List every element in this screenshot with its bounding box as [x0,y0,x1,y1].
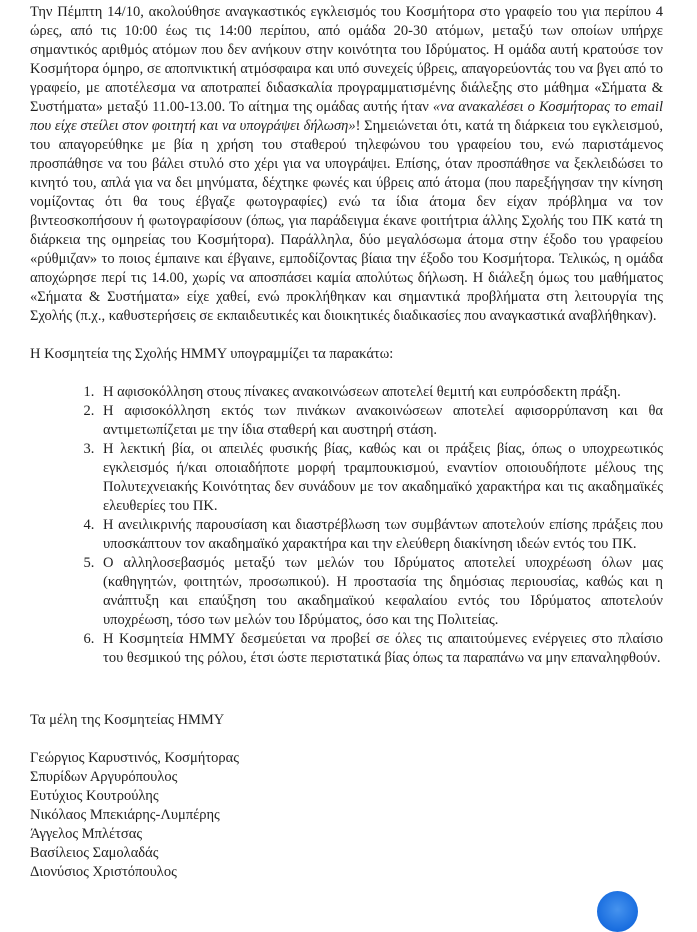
chat-button[interactable] [597,891,638,932]
member-name-7: Διονύσιος Χριστόπουλος [30,864,177,880]
statement-list [30,383,663,668]
statement-item-5: 5. Ο αλληλοσεβασμός μεταξύ των μελών του Ιδρύματος αποτελεί υποχρέωση όλων μας (καθηγητών, φοιτητών, προσωπικού). Η προστασία της δημόσιας περιουσίας, καθώς και η ανάπτυξη και επαύξηση του ακαδημαϊκού κεφαλαίου εντός του Ιδρύματος αποτελούν υποχρέωση, τόσο των μελών του Ιδρύματος, όσο και της Πολιτείας. [98,554,663,630]
members-list [30,749,663,882]
signature-intro: Τα μέλη της Κοσμητείας ΗΜΜΥ [30,712,225,728]
statement-item-1: 1. Η αφισοκόλληση στους πίνακες ανακοινώσεων αποτελεί θεμιτή και ευπρόσδεκτη πράξη. [98,383,663,402]
member-name-4: Νικόλαος Μπεκιάρης-Λυμπέρης [30,807,220,823]
incident-paragraph-quote: «να ανακαλέσει ο Κοσμήτορας το email που είχε στείλει στον φοιτητή και να υπογράψει δήλωση» [30,99,663,134]
incident-paragraph [30,3,663,326]
statement-item-6: 6. Η Κοσμητεία ΗΜΜΥ δεσμεύεται να προβεί σε όλες τις απαιτούμενες ενέργειες στο πλαίσιο του θεσμικού της ρόλου, έτσι ώστε περιστατικά βίας όπως τα παραπάνω να μην επαναληφθούν. [98,630,663,668]
incident-paragraph-text-2: ! Σημειώνεται ότι, κατά τη διάρκεια του εγκλεισμού, του απαγορεύθηκε με βία η χρήση του σταθερού τηλεφώνου του γραφείου του, ενώ παριστάμενος προσπάθησε να του βάλει στυλό στο χέρι για να υπογράψει. Επίσης, όταν προσπάθησε να ξεκλειδώσει το κινητό του, απλά για να δει μηνύματα, δέχτηκε φωνές και ύβρεις από άτομα (που παρεξήγησαν την κίνηση νομίζοντας ότι θα τους έβγαζε φωτογραφίες) ενώ τα ίδια άτομα δεν είχαν πρόβλημα να τον βιντεοσκοπήσουν ή φωτογραφίσουν (όπως, για παράδειγμα έκανε φοιτήτρια άλλης Σχολής του ΠΚ κατά τη διάρκεια της ομηρείας του Κοσμήτορα). Παράλληλα, δύο μεγαλόσωμα άτομα στην έξοδο του γραφείου «ρύθμιζαν» το ποιος έμπαινε και έβγαινε, εμποδίζοντας βίαια την έξοδο του Κοσμήτορα. Τελικώς, η ομάδα αποχώρησε περί τις 14.00, χωρίς να αποσπάσει καμία απολύτως δήλωση. Η διάλεξη όμως του μαθήματος «Σήματα & Συστήματα» είχε χαθεί, ενώ προκλήθηκαν και σημαντικά προβλήματα στη λειτουργία της Σχολής (π.χ., καθυστερήσεις σε εκπαιδευτικές και διοικητικές διαδικασίες που αναγκαστικά αναβλήθηκαν). [30,118,663,324]
member-name-2: Σπυρίδων Αργυρόπουλος [30,769,178,785]
member-name-6: Βασίλειος Σαμολαδάς [30,845,159,861]
statement-item-2: 2. Η αφισοκόλληση εκτός των πινάκων ανακοινώσεων αποτελεί αφισορρύπανση και θα αντιμετωπίζεται με την ίδια σταθερή και αυστηρή στάση. [98,402,663,440]
member-name-5: Άγγελος Μπλέτσας [30,826,143,842]
statement-item-3: 3. Η λεκτική βία, οι απειλές φυσικής βίας, καθώς και οι πράξεις βίας, όπως ο υποχρεωτικός εγκλεισμός ή/και οποιαδήποτε μορφή τραμπουκισμού, εναντίον οποιουδήποτε μέλους της Πολυτεχνειακής Κοινότητας δεν συνάδουν με τον ακαδημαϊκό χαρακτήρα και τις ακαδημαϊκές ελευθερίες του ΠΚ. [98,440,663,516]
statement-heading: Η Κοσμητεία της Σχολής ΗΜΜΥ υπογραμμίζει τα παρακάτω: [30,346,394,362]
member-name-3: Ευτύχιος Κουτρούλης [30,788,159,804]
member-name-1: Γεώργιος Καρυστινός, Κοσμήτορας [30,750,240,766]
incident-paragraph-text-1: Την Πέμπτη 14/10, ακολούθησε αναγκαστικός εγκλεισμός του Κοσμήτορα στο γραφείο του για περίπου 4 ώρες, από τις 10:00 έως τις 14:00 περίπου, από ομάδα 20-30 ατόμων, μεταξύ των οποίων υπήρχε σημαντικός αριθμός ατόμων που δεν ανήκουν στην κοινότητα του Ιδρύματος. Η ομάδα αυτή κρατούσε τον Κοσμήτορα όμηρο, σε αποπνικτική ατμόσφαιρα και υπό συνεχείς ύβρεις, απαγορεύοντάς του να βγει από το γραφείο, με αποτέλεσμα να αποτραπεί διδασκαλία προγραμματισμένης διάλεξης στο μάθημα «Σήματα & Συστήματα» μεταξύ 11.00-13.00. Το αίτημα της ομάδας αυτής ήταν [30,4,663,115]
statement-item-4: 4. Η ανειλικρινής παρουσίαση και διαστρέβλωση των συμβάντων αποτελούν επίσης πράξεις που υποσκάπτουν τον ακαδημαϊκό χαρακτήρα και την ελεύθερη διακίνηση ιδεών εντός του ΠΚ. [98,516,663,554]
